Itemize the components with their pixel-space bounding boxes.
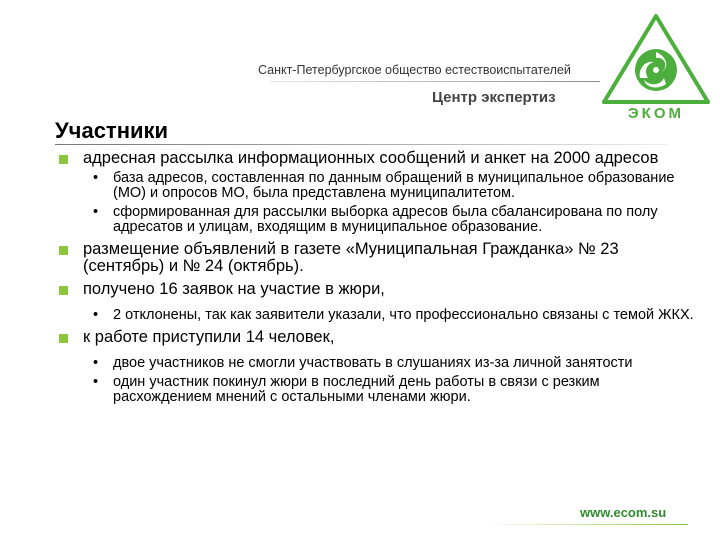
bullet-dot-icon: •: [93, 204, 99, 220]
footer-divider: [480, 524, 688, 525]
sub-list-item: [57, 171, 697, 201]
ecom-logo: [600, 12, 712, 122]
sub-list-item: [57, 356, 697, 371]
bullet-dot-icon: •: [93, 307, 99, 323]
list-item: [57, 241, 697, 275]
list-item-text: к работе приступили 14 человек,: [83, 328, 335, 346]
sub-list-item: [57, 205, 697, 235]
list-item: [57, 281, 697, 298]
logo-text: ЭКОМ: [628, 105, 684, 122]
list-item: [57, 150, 697, 167]
sub-item-text: сформированная для рассылки выборка адресов была сбалансирована по полу адресатов и улицам, входящим в муниципальное образование.: [113, 204, 658, 235]
bullet-list: [57, 150, 697, 405]
square-bullet-icon: [59, 334, 68, 343]
bullet-dot-icon: •: [93, 374, 99, 390]
sub-item-text: база адресов, составленная по данным обращений в муниципальное образование (МО) и опросов МО, была представлена муниципалитетом.: [113, 170, 675, 201]
list-item: [57, 329, 697, 346]
organization-name: Санкт-Петербургское общество естествоиспытателей: [258, 63, 571, 77]
square-bullet-icon: [59, 246, 68, 255]
sub-item-text: двое участников не смогли участвовать в слушаниях из-за личной занятости: [113, 355, 633, 371]
sub-list-item: [57, 308, 697, 323]
sub-list-item: [57, 375, 697, 405]
list-item-text: адресная рассылка информационных сообщений и анкет на 2000 адресов: [83, 149, 659, 167]
header-divider: [270, 81, 600, 82]
square-bullet-icon: [59, 286, 68, 295]
center-name: Центр экспертиз: [432, 89, 556, 106]
title-divider: [55, 144, 667, 145]
bullet-dot-icon: •: [93, 170, 99, 186]
sub-item-text: один участник покинул жюри в последний день работы в связи с резким расхождением мнений с остальными членами жюри.: [113, 374, 600, 405]
list-item-text: получено 16 заявок на участие в жюри,: [83, 280, 385, 298]
bullet-dot-icon: •: [93, 355, 99, 371]
website-link[interactable]: www.ecom.su: [580, 505, 667, 520]
slide-title: Участники: [55, 118, 169, 143]
sub-item-text: 2 отклонены, так как заявители указали, что профессионально связаны с темой ЖКХ.: [113, 307, 694, 323]
list-item-text: размещение объявлений в газете «Муниципальная Гражданка» № 23 (сентябрь) и № 24 (октябрь).: [83, 240, 619, 275]
square-bullet-icon: [59, 155, 68, 164]
